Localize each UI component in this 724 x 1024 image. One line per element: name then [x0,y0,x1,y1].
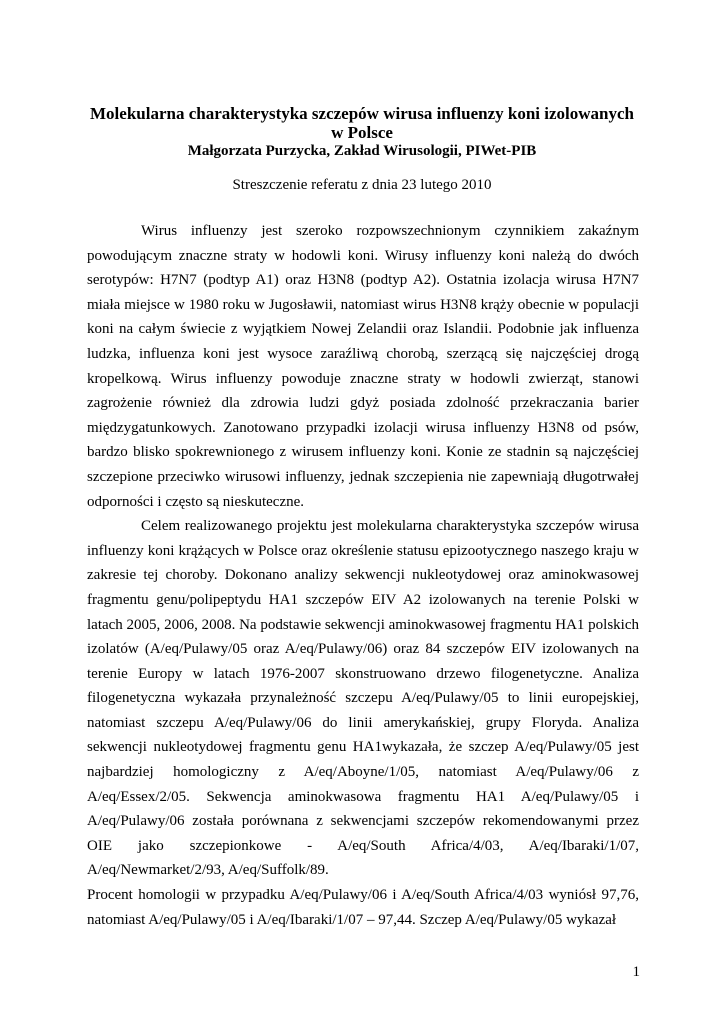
body-text [87,219,639,932]
abstract-date-line: Streszczenie referatu z dnia 23 lutego 2010 [232,177,492,193]
paragraph-1: Wirus influenzy jest szeroko rozpowszechnionym czynnikiem zakaźnym powodującym znaczne straty w hodowli koni. Wirusy influenzy koni należą do dwóch serotypów: H7N7 (podtyp A1) oraz H3N8 (podtyp A2). Ostatnia izolacja wirusa H7N7 miała miejsce w 1980 roku w Jugosławii, natomiast wirus H3N8 krąży obecnie w populacji koni na całym świecie z wyjątkiem Nowej Zelandii oraz Islandii. Podobnie jak influenza ludzka, influenza koni jest wysoce zaraźliwą chorobą, szerzącą się najczęściej drogą kropelkową. Wirus influenzy powoduje znaczne straty w hodowli zwierząt, stanowi zagrożenie również dla zdrowia ludzi gdyż posiada zdolność przekraczania barier międzygatunkowych. Zanotowano przypadki izolacji wirusa influenzy H3N8 od psów, bardzo blisko spokrewnionego z wirusem influenzy koni. Konie ze stadnin są najczęściej szczepione przeciwko wirusowi influenzy, jednak szczepienia nie zapewniają długotrwałej odporności i często są nieskuteczne. [87,223,639,510]
document-title [80,104,644,142]
title-line-2: w Polsce [331,123,393,142]
page-number: 1 [632,964,640,980]
paragraph-3: Procent homologii w przypadku A/eq/Pulawy/06 i A/eq/South Africa/4/03 wyniósł 97,76, natomiast A/eq/Pulawy/05 i A/eq/Ibaraki/1/07 – 97,44. Szczep A/eq/Pulawy/05 wykazał [87,887,639,928]
title-line-1: Molekularna charakterystyka szczepów wirusa influenzy koni izolowanych [90,104,634,123]
paragraph-2: Celem realizowanego projektu jest molekularna charakterystyka szczepów wirusa influenzy koni krążących w Polsce oraz określenie statusu epizootycznego naszego kraju w zakresie tej choroby. Dokonano analizy sekwencji nukleotydowej oraz aminokwasowej fragmentu genu/polipeptydu HA1 szczepów EIV A2 izolowanych na terenie Polski w latach 2005, 2006, 2008. Na podstawie sekwencji aminokwasowej fragmentu HA1 polskich izolatów (A/eq/Pulawy/05 oraz A/eq/Pulawy/06) oraz 84 szczepów EIV izolowanych na terenie Europy w latach 1976-2007 skonstruowano drzewo filogenetyczne. Analiza filogenetyczna wykazała przynależność szczepu A/eq/Pulawy/05 to linii europejskiej, natomiast szczepu A/eq/Pulawy/06 do linii amerykańskiej, grupy Floryda. Analiza sekwencji nukleotydowej fragmentu genu HA1wykazała, że szczep A/eq/Pulawy/05 jest najbardziej homologiczny z A/eq/Aboyne/1/05, natomiast A/eq/Pulawy/06 z A/eq/Essex/2/05. Sekwencja aminokwasowa fragmentu HA1 A/eq/Pulawy/05 i A/eq/Pulawy/06 została porównana z sekwencjami szczepów rekomendowanymi przez OIE jako szczepionkowe - A/eq/South Africa/4/03, A/eq/Ibaraki/1/07, A/eq/Newmarket/2/93, A/eq/Suffolk/89. [87,518,639,879]
author-line: Małgorzata Purzycka, Zakład Wirusologii, PIWet-PIB [187,143,537,159]
